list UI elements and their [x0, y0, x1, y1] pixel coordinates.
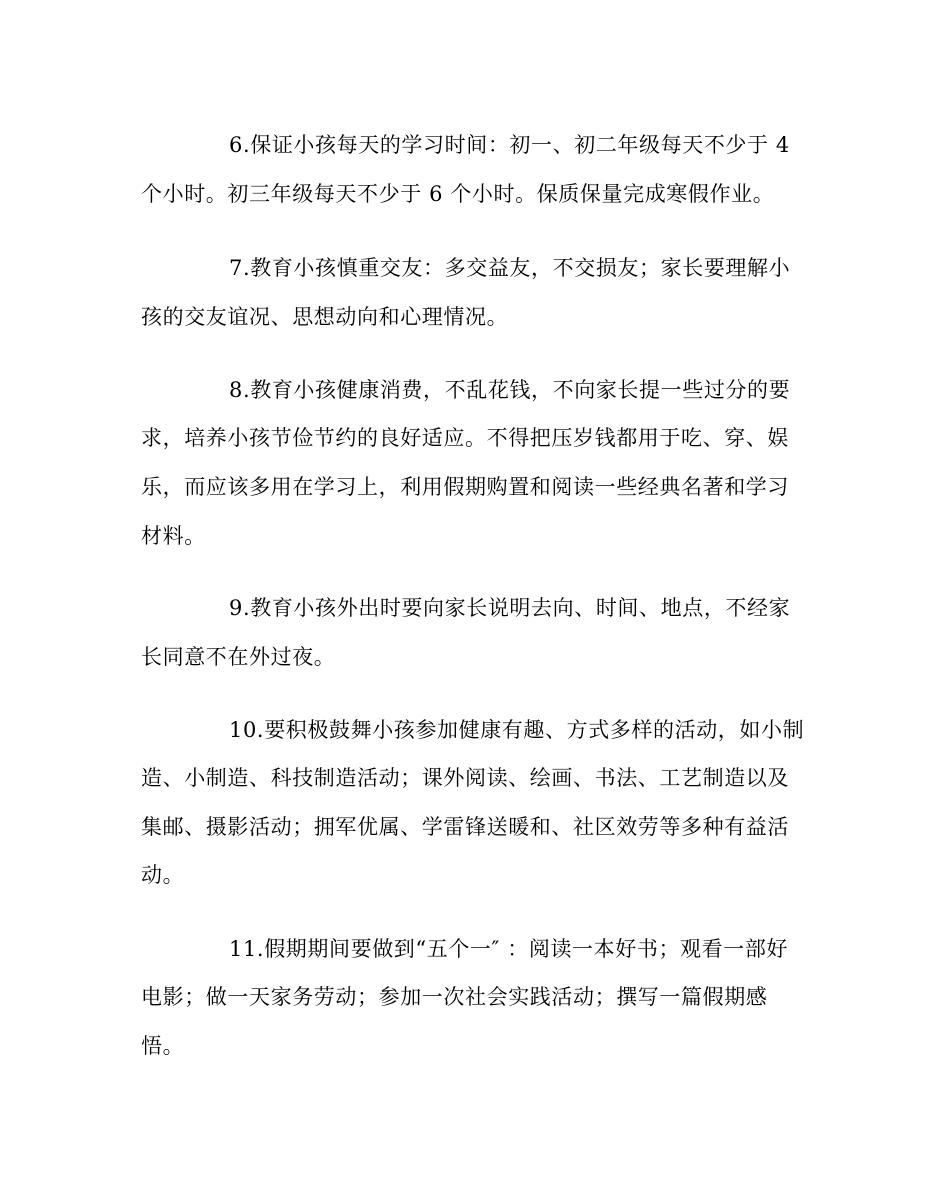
paragraph-8-line-3: 乐，而应该多用在学习上，利用假期购置和阅读一些经典名著和学习 — [141, 475, 789, 499]
paragraph-6-line-2: 个小时。初三年级每天不少于 6 个小时。保质保量完成寒假作业。 — [141, 182, 775, 206]
paragraph-10-line-3: 集邮、摄影活动；拥军优属、学雷锋送暖和、社区效劳等多种有益活 — [141, 815, 789, 839]
paragraph-7-line-2: 孩的交友谊况、思想动向和心理情况。 — [141, 305, 509, 329]
paragraph-11-line-1: 11.假期期间要做到“五个一″ ：阅读一本好书；观看一部好 — [229, 937, 789, 961]
paragraph-8-line-2: 求，培养小孩节俭节约的良好适应。不得把压岁钱都用于吃、穿、娱 — [141, 426, 789, 450]
paragraph-9-line-2: 长同意不在外过夜。 — [141, 645, 336, 669]
paragraph-8-line-1: 8.教育小孩健康消费，不乱花钱，不向家长提一些过分的要 — [229, 378, 791, 402]
paragraph-9-line-1: 9.教育小孩外出时要向家长说明去向、时间、地点，不经家 — [229, 596, 791, 620]
paragraph-11-line-3: 悟。 — [141, 1034, 185, 1058]
paragraph-10-line-2: 造、小制造、科技制造活动；课外阅读、绘画、书法、工艺制造以及 — [141, 766, 789, 790]
paragraph-6-line-1: 6.保证小孩每天的学习时间：初一、初二年级每天不少于 4 — [229, 133, 790, 157]
paragraph-7-line-1: 7.教育小孩慎重交友：多交益友，不交损友；家长要理解小 — [229, 256, 791, 280]
paragraph-10-line-1: 10.要积极鼓舞小孩参加健康有趣、方式多样的活动，如小制 — [229, 718, 805, 742]
paragraph-8-line-4: 材料。 — [141, 524, 206, 548]
paragraph-10-line-4: 动。 — [141, 863, 185, 887]
paragraph-11-line-2: 电影；做一天家务劳动；参加一次社会实践活动；撰写一篇假期感 — [141, 985, 768, 1009]
